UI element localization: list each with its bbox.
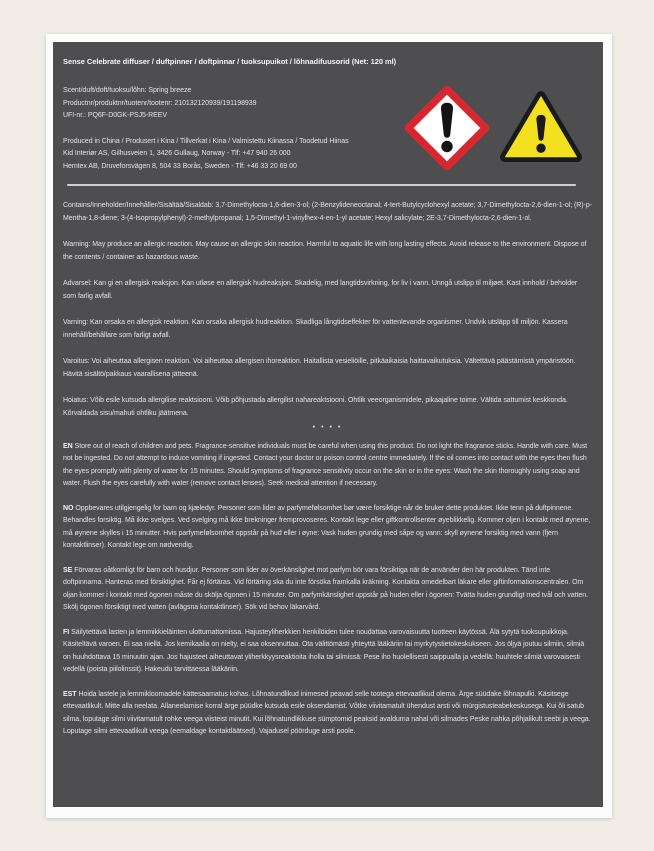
instructions-text-en: Store out of reach of children and pets. Fragrance-sensitive individuals must be careful when using this product. Do not light the fragrance sticks. Handle with care. Must not be ingested. Do not attempt to induce vomiting if ingested. Contact your doctor or poison control centre immediately. If the oil comes into contact with the eyes then flush the eyes promptly with plenty of water for 15 minutes. Should symptoms of fragrance sensitivity occur on the skin or in the eyes: Wash the skin thoroughly using soap and water. Flush the eyes carefully with water (remove contact lenses). Seek medical attention if necessary. — [63, 442, 588, 487]
hazard-statement-en: Warning: May produce an allergic reaction. May cause an allergic skin reaction. Harmful to aquatic life with long lasting effects. Avoid release to the environment. Dispose of the contents / container as hazardous waste. — [63, 241, 587, 261]
contains-statement: Contains/Inneholder/Innehåller/Sisältää/Sisaldab: 3,7-Dimethylocta-1,6-dien-3-ol; (2-Benzylideneoctanal; 4-tert-Butylcyclohexyl acetate; 3,7-Dimethylocta-2,6-dien-1-ol; (R)-p-Mentha-1,8-diene; 3-(4-Isopropylphenyl)-2-methylpropanal; 1,5-Dimethyl-1-vinylhex-4-en-1-yl acetate; Hexyl salicylate; 2E-3,7-Dimethylocta-2,6-dien-1-ol. — [63, 202, 592, 222]
product-number-line: Productnr/produktnr/tuotenr/tootenr: 210132120939/191198939 — [63, 99, 257, 107]
language-code-fi: FI — [63, 628, 70, 636]
hazard-statement-se: Varning: Kan orsaka en allergisk reaktion. Kan orsaka allergisk hudreaktion. Skadliga långtidseffekter för vattenlevande organismer. Undvik utsläpp till miljön. Kassera innehåll/behållare som farligt avfall. — [63, 319, 568, 339]
instructions-text-fi: Säilytettävä lasten ja lemmikkieläinten ulottumattomissa. Hajusteyliherkkien henkilöiden tulee noudattaa varovaisuutta tuotteen käytössä. Älä sytytä tuoksupuikkoja. Käsiteltävä varoen. Ei saa niellä. Jos kemikaalia on nielty, ei saa oksennuttaa. Ota välittömästi yhteyttä lääkäriin tai myrkytystietokeskukseen. Jos öljyä joutuu silmiin, silmiä on huuhdottava 15 minuutin ajan. Jos hajusteet aiheuttavat yliherkkyysreaktioita iholla tai silmissä: Pese iho huolellisesti saippualla ja vedellä: huuhtele silmiä varovaisesti vedellä (poista piilolinssit). Hakeudu tarvittaessa lääkäriin. — [63, 628, 585, 673]
product-warning-label — [53, 42, 603, 807]
instructions-fi — [63, 627, 592, 677]
ghs07-exclamation-icon — [405, 86, 489, 170]
hazard-statement-est: Hoiatus: Võib esile kutsuda allergilise reaktsiooni. Võib põhjustada allergilist nahareaktsiooni. Ohtlik veeorganismidele, pikaajaline toime. Vältida sattumist keskkonda. Kõrvaldada sisu/mahuti ohtliku jäätmena. — [63, 397, 568, 417]
language-code-est: EST — [63, 690, 77, 698]
instructions-est — [63, 689, 592, 739]
section-separator-dots: • • • • — [312, 424, 343, 431]
warning-triangle-icon — [497, 89, 585, 165]
instructions-text-no: Oppbevares utilgjengelig for barn og kjæledyr. Personer som lider av parfymefølsomhet bør være forsiktige når de bruker dette produktet. Ikke tenn på duftpinnene. Behandles forsiktig. Må ikke svelges. Ved svelging må ikke brekninger fremprovoseres. Kontakt lege eller giftkontrollsenter øyeblikkelig. Kommer oljen i kontakt med øynene, må øynene skylles i 15 minutter. Hvis parfymefølsomhet oppstår på hud eller i øyne: Vask huden grundig med såpe og vann: skyll øynene forsiktig med vann (fjern kontaktlinser). Kontakt lege om nødvendig. — [63, 504, 591, 549]
instructions-en — [63, 441, 592, 491]
ufi-number-line: UFI-nr.: PQ6F-D0GK-PSJ5-REEV — [63, 112, 168, 119]
instructions-text-est: Hoida lastele ja lemmikloomadele kättesaamatus kohas. Lõhnatundlikud inimesed peavad selle tootega ettevaatlikud olema. Ärge süüdake lõhnapulki. Käsitsege ettevaatlikult. Mitte alla neelata. Allaneelamise korral ärge püüdke kutsuda esile oksendamist. Võtke viivitamatult ühendust arsti või mürgistusteabekeskusega. Kui õli satub silma, loputage silmi viivitamatult rohke veega viisteist minutit. Kui lõhnatundlikkuse sümptomid peaksid avalduma nahal või silmades Peske nahka põhjalikult seebi ja veega. Loputage silmi ettevaatlikult veega (eemaldage kontaktläätsed). Vajadusel pöörduge arsti poole. — [63, 690, 591, 735]
product-title: Sense Celebrate diffuser / duftpinner / doftpinnar / tuoksupuikot / lõhnadifuusorid (Net: 120 ml) — [63, 57, 397, 66]
scent-line: Scent/duft/doft/tuoksu/lõhn: Spring breeze — [63, 87, 192, 94]
producer-address-sweden: Hemtex AB, Druveforsvägen 8, 504 33 Borås, Sweden - Tlf: +46 33 20 69 00 — [63, 162, 297, 170]
divider-line — [67, 184, 576, 186]
hazard-statement-no: Advarsel: Kan gi en allergisk reaksjon. Kan utløse en allergisk hudreaksjon. Skadelig, med langtidsvirkning, for liv i vann. Unngå utslipp til miljøet. Kast innhold / beholder som farlig avfall. — [63, 280, 578, 300]
language-code-no: NO — [63, 504, 74, 512]
instructions-no — [63, 503, 592, 553]
language-code-se: SE — [63, 566, 73, 574]
language-code-en: EN — [63, 442, 73, 450]
hazard-statement-fi: Varoitus: Voi aiheuttaa allergisen reaktion. Voi aiheuttaa allergisen ihoreaktion. Haitallista vesieliöille, pitkäaikaisia haittavaikutuksia. Vältettävä päästämistä ympäristöön. Hävitä sisältö/pakkaus vaarallisena jätteenä. — [63, 358, 576, 378]
instructions-se — [63, 565, 592, 615]
producer-address-norway: Kid Interiør AS, Gilhusveien 1, 3426 Gullaug, Norway - Tlf: +47 940 26 000 — [63, 150, 291, 157]
instructions-text-se: Förvaras oåtkomligt för barn och husdjur. Personer som lider av överkänslighet mot parfym bör vara försiktiga när de använder den här produkten. Tänd inte doftpinnarna. Hanteras med försiktighet. Får ej förtäras. Vid förtäring ska du inte försöka framkalla kräkning. Kontakta omedelbart läkare eller giftinformationscentralen. Om oljan kommer i kontakt med ögonen måste du skölja ögonen i 15 minuter. Om parfymkänslighet uppstår på huden eller i ögonen: Tvätta huden grundligt med tvål och vatten. Skölj ögonen försiktigt med vatten (avlägsna kontaktlinser). Sök vid behov läkarvård. — [63, 566, 589, 611]
hazard-pictograms — [405, 86, 585, 170]
label-sheet — [46, 34, 612, 818]
produced-in-line: Produced in China / Produsert i Kina / Tillverkat i Kina / Valmistettu Kiinassa / Toodetud Hiinas — [63, 137, 349, 145]
